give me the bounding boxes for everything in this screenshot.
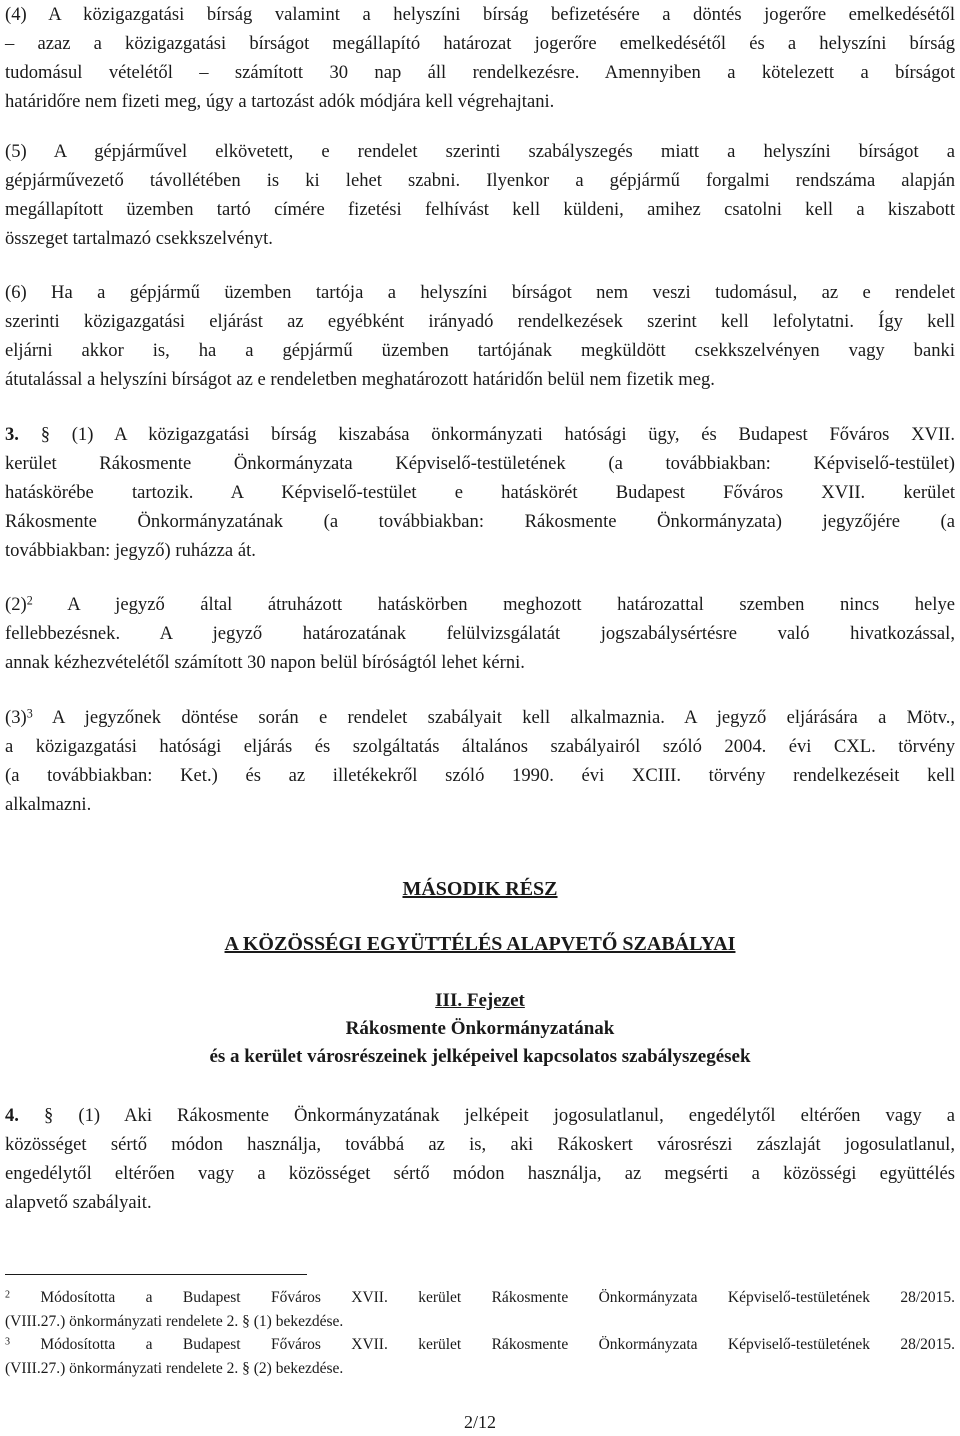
paragraph-line: alkalmazni. <box>5 794 92 815</box>
footnote-line: (VIII.27.) önkormányzati rendelete 2. § (2) bekezdése. <box>5 1360 344 1377</box>
part-title: A KÖZÖSSÉGI EGYÜTTÉLÉS ALAPVETŐ SZABÁLYAI <box>224 933 736 955</box>
footnote-line: $^2$ Módosította a Budapest Főváros XVII. kerület Rákosmente Önkormányzata Képviselő-testületének 28/2015. <box>5 1289 955 1306</box>
footnote-mark: 2 <box>5 1289 11 1301</box>
paragraph-line: (4) A közigazgatási bírság valamint a helyszíni bírság befizetésére a döntés jogerőre emelkedésétől <box>5 4 955 25</box>
paragraph-text: A jegyző által átruházott hatáskörben meghozott határozattal szemben nincs helye <box>32 594 955 615</box>
paragraph-line: gépjárművezető távollétében is ki lehet szabni. Ilyenkor a gépjármű forgalmi rendszáma alapján <box>5 170 955 191</box>
paragraph-line: Rákosmente Önkormányzatának (a továbbiakban: Rákosmente Önkormányzata) jegyzőjére (a <box>5 511 955 532</box>
paragraph-line: hatáskörébe tartozik. A Képviselő-testület e hatáskörét Budapest Főváros XVII. kerület <box>5 482 955 503</box>
paragraph-text: (1) A közigazgatási bírság kiszabása önkormányzati hatósági ügy, és Budapest Főváros XVII. <box>71 424 955 445</box>
section-sign: § <box>40 424 50 445</box>
paragraph-line: engedélytől eltérően vagy a közösséget sértő módon használja, az megsérti a közösségi együttélés <box>5 1163 955 1184</box>
chapter-title-line: Rákosmente Önkormányzatának <box>345 1018 615 1039</box>
paragraph-text: (1) Aki Rákosmente Önkormányzatának jelképeit jogosulatlanul, engedélytől eltérően vagy a <box>78 1105 955 1126</box>
footnote-line: (VIII.27.) önkormányzati rendelete 2. § (1) bekezdése. <box>5 1313 344 1330</box>
section-number: 4. <box>5 1105 19 1126</box>
paragraph-line: fellebbezésnek. A jegyző határozatának felülvizsgálatát jogszabálysértésre való hivatkozással, <box>5 623 955 644</box>
paragraph-line: annak kézhezvételétől számított 30 napon belül bíróságtól lehet kérni. <box>5 652 525 673</box>
footnote-separator <box>5 1274 307 1275</box>
paragraph-line: összeget tartalmazó csekkszelvényt. <box>5 228 273 249</box>
chapter-number: III. Fejezet <box>435 990 525 1011</box>
paragraph-4 <box>5 0 955 116</box>
paragraph-line: határidőre nem fizeti meg, úgy a tartozást adók módjára kell végrehajtani. <box>5 91 555 112</box>
section-4-paragraph-1 <box>5 1101 955 1217</box>
section-number: 3. <box>5 424 19 445</box>
paragraph-5 <box>5 137 955 253</box>
paragraph-label: (2) <box>5 594 27 615</box>
footnote-2 <box>5 1286 955 1334</box>
section-3-paragraph-1 <box>5 420 955 565</box>
footnote-line: $^3$ Módosította a Budapest Főváros XVII. kerület Rákosmente Önkormányzata Képviselő-testületének 28/2015. <box>5 1336 955 1353</box>
paragraph-line <box>5 1101 955 1130</box>
paragraph-line <box>5 703 955 732</box>
section-3-paragraph-2 <box>5 590 955 677</box>
chapter-heading <box>5 987 955 1071</box>
paragraph-line: közösséget sértő módon használja, továbbá az is, aki Rákoskert városrészi zászlaját jogosulatlanul, <box>5 1134 955 1155</box>
page-number: 2/12 <box>463 1412 496 1432</box>
paragraph-line: tudomásul vételétől – számított 30 nap áll rendelkezésre. Amennyiben a kötelezett a bírságot <box>5 62 955 83</box>
chapter-title-line: és a kerület városrészeinek jelképeivel kapcsolatos szabályszegések <box>209 1046 751 1067</box>
paragraph-text: A jegyzőnek döntése során e rendelet szabályait kell alkalmaznia. A jegyző eljárására a Mötv., <box>32 707 955 728</box>
paragraph-line: alapvető szabályait. <box>5 1192 152 1213</box>
footnote-3 <box>5 1333 955 1381</box>
paragraph-6 <box>5 278 955 394</box>
section-sign: § <box>44 1105 54 1126</box>
paragraph-line: kerület Rákosmente Önkormányzata Képviselő-testületének (a továbbiakban: Képviselő-testület) <box>5 453 955 474</box>
paragraph-label: (3) <box>5 707 27 728</box>
part-heading: MÁSODIK RÉSZ <box>402 878 558 900</box>
paragraph-line: továbbiakban: jegyző) ruházza át. <box>5 540 256 561</box>
footnote-reference[interactable]: 2 <box>26 593 33 608</box>
paragraph-line: megállapított üzemben tartó címére fizetési felhívást kell küldeni, amihez csatolni kell a kiszabott <box>5 199 955 220</box>
paragraph-line: – azaz a közigazgatási bírságot megállapító határozat jogerőre emelkedésétől és a helyszíni bírság <box>5 33 955 54</box>
footnote-reference[interactable]: 3 <box>26 706 33 721</box>
paragraph-line: szerinti közigazgatási eljárást az egyébként irányadó rendelkezések szerint kell lefolytatni. Így kell <box>5 311 955 332</box>
paragraph-line: a közigazgatási hatósági eljárás és szolgáltatás általános szabályairól szóló 2004. évi CXL. törvény <box>5 736 955 757</box>
paragraph-line: (5) A gépjárművel elkövetett, e rendelet szerinti szabályszegés miatt a helyszíni bírságot a <box>5 141 955 162</box>
footnote-mark: 3 <box>5 1336 11 1348</box>
section-3-paragraph-3 <box>5 703 955 819</box>
paragraph-line: (a továbbiakban: Ket.) és az illetékekről szóló 1990. évi XCIII. törvény rendelkezéseit kell <box>5 765 955 786</box>
paragraph-line: (6) Ha a gépjármű üzemben tartója a helyszíni bírságot nem veszi tudomásul, az e rendelet <box>5 282 955 303</box>
paragraph-line <box>5 590 955 619</box>
paragraph-line <box>5 420 955 449</box>
paragraph-line: eljárni akkor is, ha a gépjármű üzemben tartójának megküldött csekkszelvényen vagy banki <box>5 340 955 361</box>
paragraph-line: átutalással a helyszíni bírságot az e rendeletben meghatározott határidőn belül nem fizetik meg. <box>5 369 715 390</box>
